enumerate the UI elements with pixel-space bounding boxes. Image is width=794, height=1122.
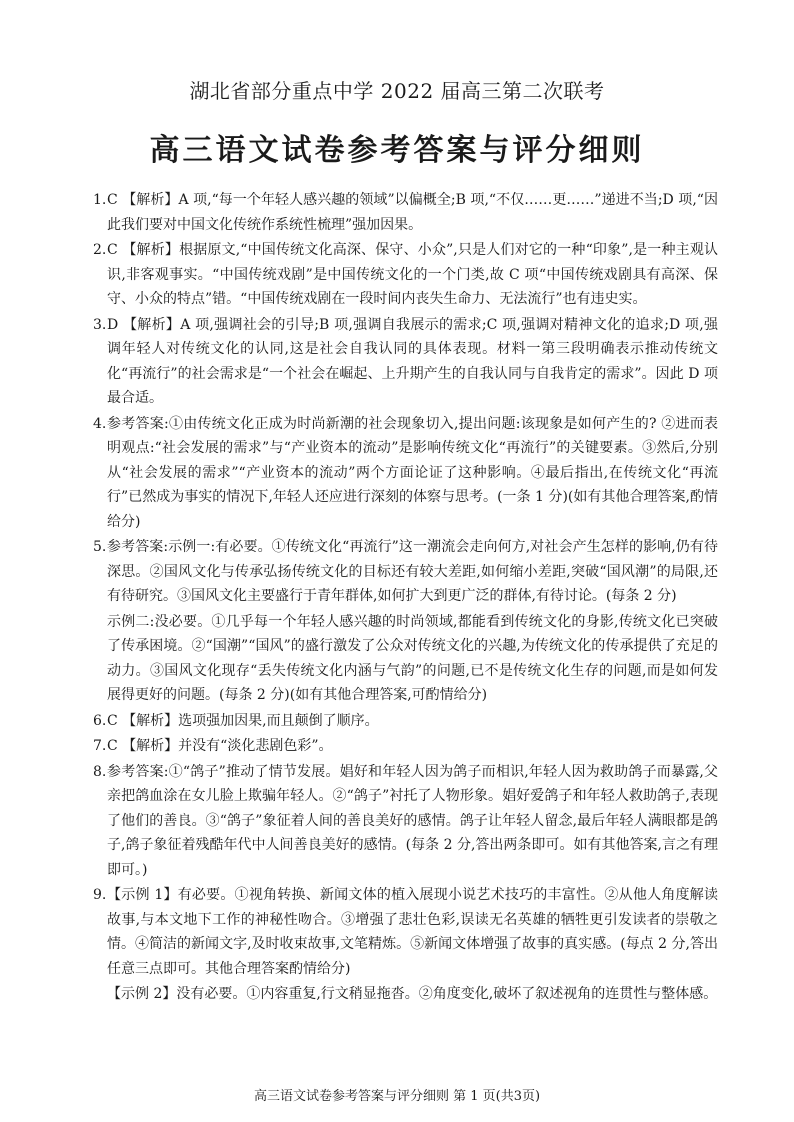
answer-text: C 【解析】根据原文,“中国传统文化高深、保守、小众”,只是人们对它的一种“印象”,是一种主观认识,非客观事实。“中国传统戏剧”是中国传统文化的一个门类,故 C 项“中国传统戏剧具有高深、保守、小众的特点”错。“中国传统戏剧在一段时间内丧失生命力、无法流行”也有违史实。 xyxy=(107,242,718,307)
answer-number: 4. xyxy=(93,415,107,432)
answer-text: C 【解析】并没有“淡化悲剧色彩”。 xyxy=(107,738,333,754)
answer-text: 参考答案:示例一:有必要。①传统文化“再流行”这一潮流会走向何方,对社会产生怎样的影响,仍有待深思。②国风文化与传承弘扬传统文化的目标还有较大差距,如何缩小差距,突破“国风潮”的局限,还有待研究。③国风文化主要盛行于青年群体,如何扩大到更广泛的群体,有待讨论。(每条 2 分) xyxy=(107,539,718,604)
answer-number: 3. xyxy=(93,316,107,333)
answer-item-4 xyxy=(93,412,718,535)
answer-list xyxy=(93,188,718,1008)
answer-text: C 【解析】选项强加因果,而且颠倒了顺序。 xyxy=(107,712,379,729)
answer-item-2 xyxy=(93,238,718,312)
page-footer: 高三语文试卷参考答案与评分细则 第 1 页(共3页) xyxy=(253,1089,541,1104)
answer-item-5-example-2 xyxy=(93,610,718,708)
answer-item-9-example-2 xyxy=(93,982,718,1007)
answer-text: 【示例 2】没有必要。①内容重复,行文稍显拖沓。②角度变化,破坏了叙述视角的连贯性与整体感。 xyxy=(107,986,718,1002)
answer-text: C 【解析】A 项,“每一个年轻人感兴趣的领域”以偏概全;B 项,“不仅……更……”递进不当;D 项,“因此我们要对中国文化传统作系统性梳理”强加因果。 xyxy=(107,192,718,233)
answer-item-5 xyxy=(93,535,718,609)
answer-item-6 xyxy=(93,709,718,734)
answer-number: 6. xyxy=(93,712,107,729)
answer-number: 1. xyxy=(93,192,107,208)
answer-number: 5. xyxy=(93,539,107,555)
answer-text: 【示例 1】有必要。①视角转换、新闻文体的植入展现小说艺术技巧的丰富性。②从他人角度解读故事,与本文地下工作的神秘性吻合。③增强了悲壮色彩,误读无名英雄的牺牲更引发读者的崇敬之情。④简洁的新闻文字,及时收束故事,文笔精炼。⑤新闻文体增强了故事的真实感。(每点 2 分,答出任意三点即可。其他合理答案酌情给分) xyxy=(107,887,718,977)
answer-number: 7. xyxy=(93,738,107,754)
answer-number: 2. xyxy=(93,242,107,258)
exam-subtitle: 湖北省部分重点中学 2022 届高三第二次联考 xyxy=(189,79,605,103)
answer-text: D 【解析】A 项,强调社会的引导;B 项,强调自我展示的需求;C 项,强调对精神文化的追求;D 项,强调年轻人对传统文化的认同,这是社会自我认同的具体表现。材料一第三段明确表示推动传统文化“再流行”的社会需求是“一个社会在崛起、上升期产生的自我认同与自我肯定的需求”。因此 D 项最合适。 xyxy=(107,316,718,406)
answer-item-3 xyxy=(93,313,718,411)
answer-item-9 xyxy=(93,883,718,981)
answer-text: 示例二:没必要。①几乎每一个年轻人感兴趣的时尚领域,都能看到传统文化的身影,传统文化已突破了传承困境。②“国潮”“国风”的盛行激发了公众对传统文化的兴趣,为传统文化的传承提供了充足的动力。③国风文化现存“丢失传统文化内涵与气韵”的问题,已不是传统文化生存的问题,而是如何发展得更好的问题。(每条 2 分)(如有其他合理答案,可酌情给分) xyxy=(107,613,718,703)
answer-number: 9. xyxy=(93,887,107,903)
answer-item-1 xyxy=(93,188,718,237)
page-title: 高三语文试卷参考答案与评分细则 xyxy=(149,133,645,168)
answer-text: 参考答案:①“鸽子”推动了情节发展。娼好和年轻人因为鸽子而相识,年轻人因为救助鸽子而暴露,父亲把鸽血涂在女儿脸上欺骗年轻人。②“鸽子”衬托了人物形象。娼好爱鸽子和年轻人救助鸽子,表现了他们的善良。③“鸽子”象征着人间的善良美好的感情。鸽子让年轻人留念,最后年轻人满眼都是鸽子,鸽子象征着残酷年代中人间善良美好的感情。(每条 2 分,答出两条即可。如有其他答案,言之有理即可。) xyxy=(107,763,718,878)
answer-text: 参考答案:①由传统文化正成为时尚新潮的社会现象切入,提出问题:该现象是如何产生的? ②进而表明观点:“社会发展的需求”与“产业资本的流动”是影响传统文化“再流行”的关键要素。③然后,分别从“社会发展的需求”“产业资本的流动”两个方面论证了这种影响。④最后指出,在传统文化“再流行”已然成为事实的情况下,年轻人还应进行深刻的体察与思考。(一条 1 分)(如有其他合理答案,酌情给分) xyxy=(107,415,718,530)
answer-item-8 xyxy=(93,760,718,883)
answer-item-7 xyxy=(93,734,718,759)
answer-number: 8. xyxy=(93,763,107,780)
